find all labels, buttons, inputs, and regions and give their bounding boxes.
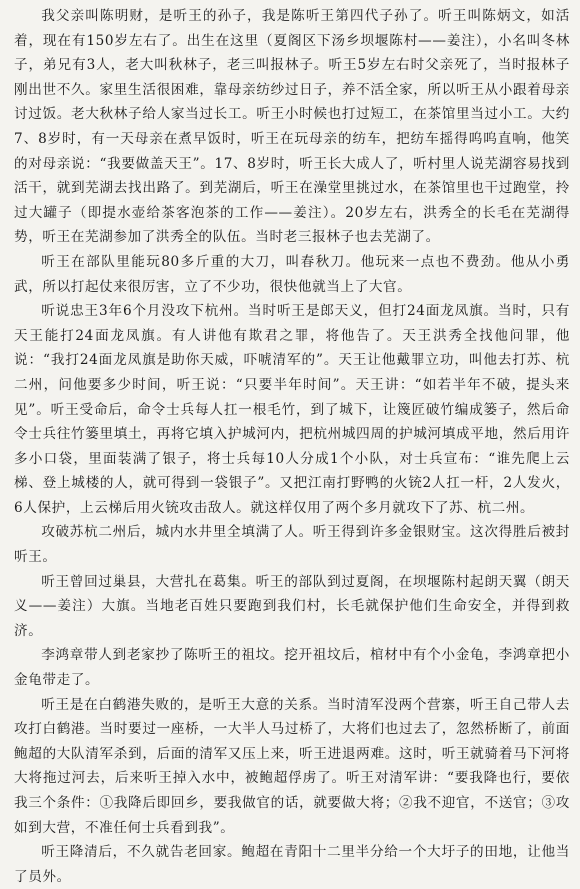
paragraph-return-to-chaoxian: 听王曾回过巢县，大营扎在葛集。听王的部队到过夏阁，在坝堰陈村起朗天翼（朗天义——姜注）大旗。当地老百姓只要跑到我们村，长毛就保护他们生命安全，并得到救济。: [14, 573, 571, 639]
paragraph-capture-suzhou-hangzhou: 听说忠王3年6个月没攻下杭州。当时听王是郎天义，但打24面龙凤旗。当时，只有天王能打24面龙凤旗。有人讲他有欺君之罪，将他告了。天王洪秀全找他问罪，他说：“我打24面龙凤旗是助你天威，吓唬清军的”。天王让他戴罪立功，叫他去打苏、杭二州，问他要多少时间，听王说：“只要半年时间”。天王讲：“如若半年不破，提头来见”。听王受命后，命令士兵每人扛一根毛竹，到了城下，让篾匠破竹编成篓子，然后命令士兵往竹篓里填土，再将它填入护城河内，把杭州城四周的护城河填成平地，然后用许多小口袋，里面装满了银子，将士兵每10人分成1个小队，对士兵宣布：“谁先爬上云梯、登上城楼的人，就可得到一袋银子”。又把江南打野鸭的火铳2人扛一杆，2人发火，6人保护，上云梯后用火铳攻击敌人。就这样仅用了两个多月就攻下了苏、杭二州。: [14, 303, 570, 516]
paragraph-great-sword: 听王在部队里能玩80多斤重的大刀，叫春秋刀。他玩来一点也不费劲。他从小勇武，所以打起仗来很厉害，立了不少功，很快他就当上了大官。: [14, 253, 570, 295]
paragraph-family-origin: 我父亲叫陈明财，是听王的孙子，我是陈听王第四代子孙了。听王叫陈炳文，如活着，现在有150岁左右了。出生在这里（夏阁区下汤乡坝堰陈村——姜注），小名叫冬林子，弟兄有3人，老大叫秋林子，老三叫报林子。听王5岁左右时父亲死了，当时报林子刚出世不久。家里生活很困难，靠母亲纺纱过日子，养不活全家，所以听王从小跟着母亲讨过饭。老大秋林子给人家当过长工。听王小时候也打过短工，在茶馆里当过小工。大约7、8岁时，有一天母亲在煮早饭时，听王在玩母亲的纺车，把纺车摇得呜呜直响，他笑的对母亲说：“我要做盖天王”。17、8岁时，听王长大成人了，听村里人说芜湖容易找到活干，就到芜湖去找出路了。到芜湖后，听王在澡堂里挑过水，在茶馆里也干过跑堂，拎过大罐子（即提水壶给茶客泡茶的工作——姜注）。20岁左右，洪秀全的长毛在芜湖得势，听王在芜湖参加了洪秀全的队伍。当时老三报林子也去芜湖了。: [14, 8, 570, 246]
paragraph-baihegang-defeat: 听王是在白鹤港失败的，是听王大意的关系。当时清军没两个营寨，听王自己带人去攻打白鹤港。当时要过一座桥，一大半人马过桥了，大将们也过去了，忽然桥断了，前面鲍超的大队清军杀到，后面的清军又压上来，听王进退两难。这时，听王就骑着马下河将大将拖过河去，后来听王掉入水中，被鲍超俘虏了。听王对清军讲：“要我降也行，要依我三个条件：①我降后即回乡，要我做官的话，就要做大将；②我不迎官，不送官；③攻如到大营，不准任何士兵看到我”。: [14, 696, 570, 836]
paragraph-after-victory: 攻破苏杭二州后，城内水井里全填满了人。听王得到许多金银财宝。这次得胜后被封听王。: [14, 524, 570, 566]
paragraph-ancestral-tomb: 李鸿章带人到老家抄了陈听王的祖坟。挖开祖坟后，棺材中有个小金龟，李鸿章把小金龟带走了。: [14, 647, 570, 689]
paragraph-retirement: 听王降清后，不久就告老回家。鲍超在青阳十二里半分给一个大圩子的田地，让他当了员外。: [14, 844, 570, 885]
